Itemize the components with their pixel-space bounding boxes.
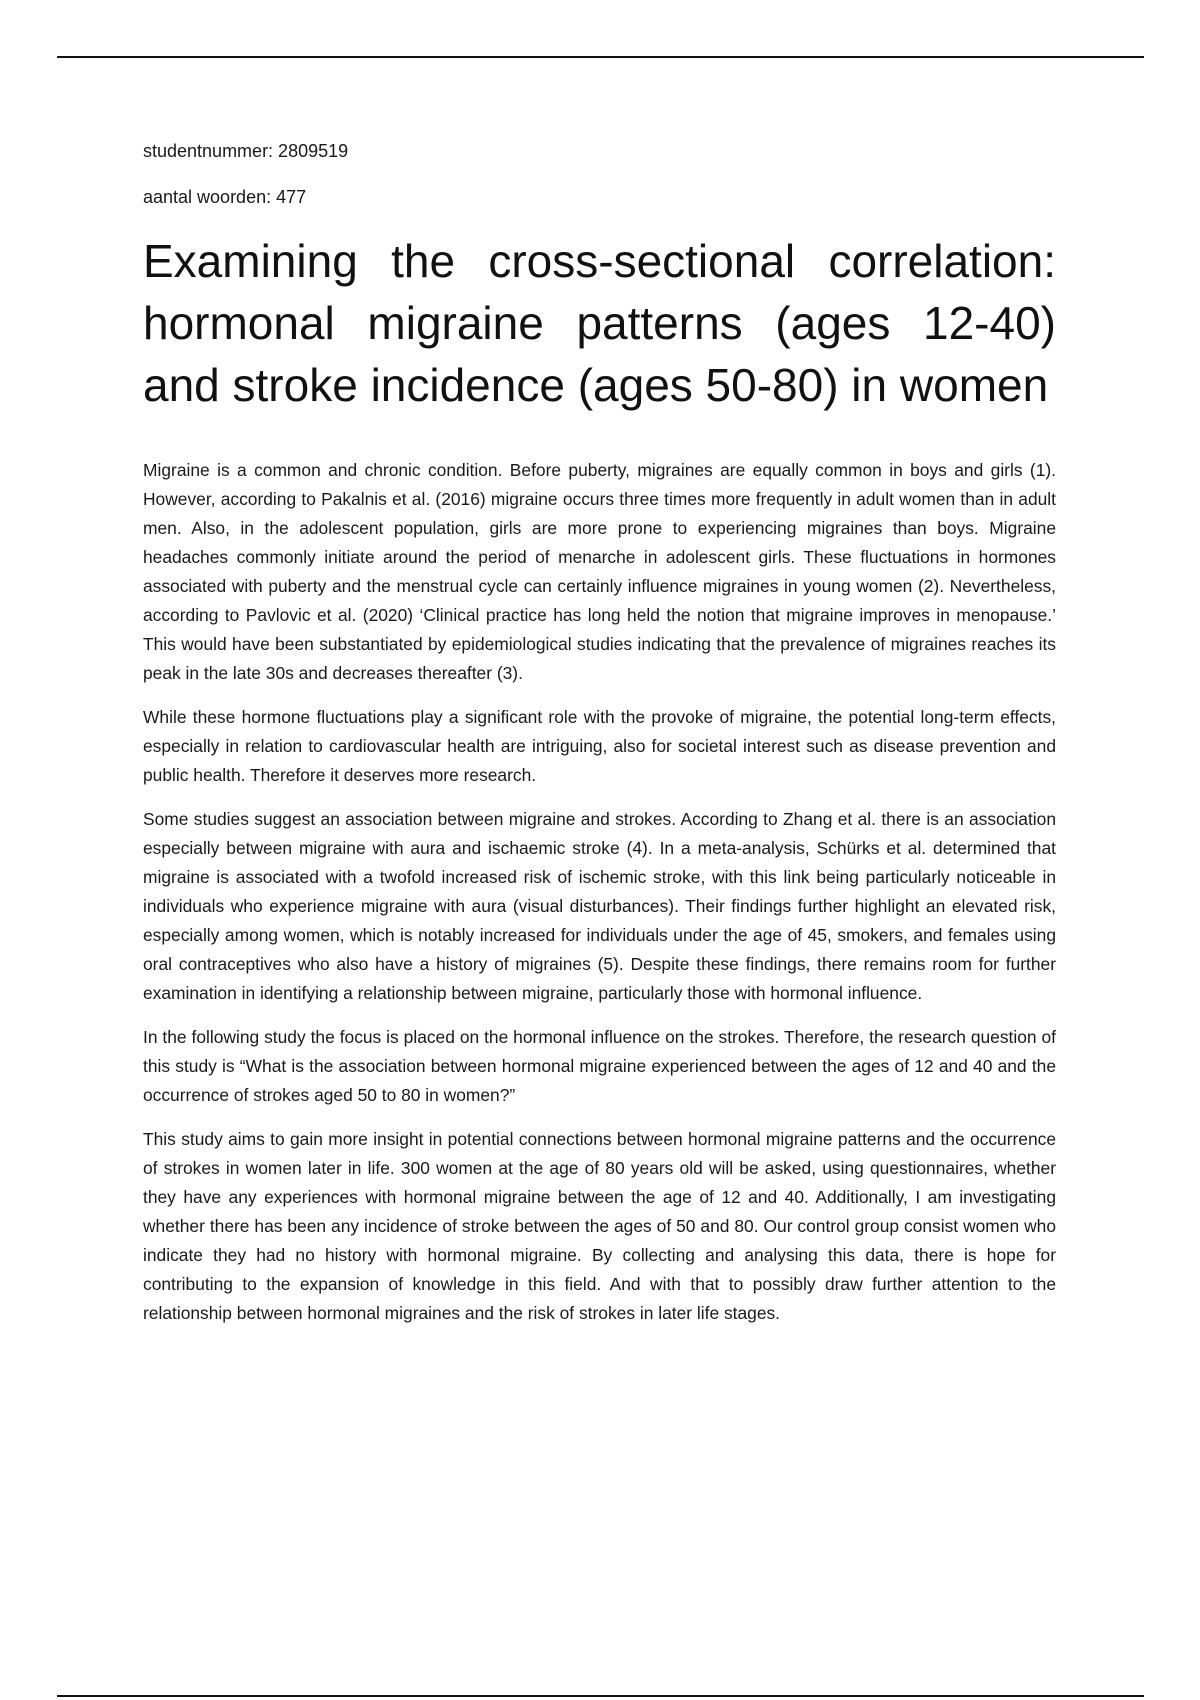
document-body: [143, 138, 1056, 1343]
paragraph-4: In the following study the focus is placed on the hormonal influence on the strokes. Therefore, the research question of this study is “What is the association between hormonal migraine experienced between the ages of 12 and 40 and the occurrence of strokes aged 50 to 80 in women?”: [143, 1027, 1056, 1105]
paragraph-1: Migraine is a common and chronic condition. Before puberty, migraines are equally common in boys and girls (1). However, according to Pakalnis et al. (2016) migraine occurs three times more frequently in adult women than in adult men. Also, in the adolescent population, girls are more prone to experiencing migraines than boys. Migraine headaches commonly initiate around the period of menarche in adolescent girls. These fluctuations in hormones associated with puberty and the menstrual cycle can certainly influence migraines in young women (2). Nevertheless, according to Pavlovic et al. (2020) ‘Clinical practice has long held the notion that migraine improves in menopause.’ This would have been substantiated by epidemiological studies indicating that the prevalence of migraines reaches its peak in the late 30s and decreases thereafter (3).: [143, 460, 1056, 683]
paragraph-5: This study aims to gain more insight in potential connections between hormonal migraine patterns and the occurrence of strokes in women later in life. 300 women at the age of 80 years old will be asked, using questionnaires, whether they have any experiences with hormonal migraine between the age of 12 and 40. Additionally, I am investigating whether there has been any incidence of stroke between the ages of 50 and 80. Our control group consist women who indicate they had no history with hormonal migraine. By collecting and analysing this data, there is hope for contributing to the expansion of knowledge in this field. And with that to possibly draw further attention to the relationship between hormonal migraines and the risk of strokes in later life stages.: [143, 1129, 1056, 1323]
paragraph-2: While these hormone fluctuations play a significant role with the provoke of migraine, the potential long-term effects, especially in relation to cardiovascular health are intriguing, also for societal interest such as disease prevention and public health. Therefore it deserves more research.: [143, 707, 1056, 785]
word-count: aantal woorden: 477: [143, 187, 307, 207]
paragraph-3: Some studies suggest an association between migraine and strokes. According to Zhang et al. there is an association especially between migraine with aura and ischaemic stroke (4). In a meta-analysis, Schürks et al. determined that migraine is associated with a twofold increased risk of ischemic stroke, with this link being particularly noticeable in individuals who experience migraine with aura (visual disturbances). Their findings further highlight an elevated risk, especially among women, which is notably increased for individuals under the age of 45, smokers, and females using oral contraceptives who also have a history of migraines (5). Despite these findings, there remains room for further examination in identifying a relationship between migraine, particularly those with hormonal influence.: [143, 809, 1056, 1003]
document-meta: [143, 138, 1056, 210]
student-number: studentnummer: 2809519: [143, 141, 349, 161]
document-title: Examining the cross-sectional correlation: hormonal migraine patterns (ages 12-40) and stroke incidence (ages 50-80) in women: [143, 235, 1056, 411]
footer-rule: [57, 1695, 1144, 1697]
header-rule: [57, 56, 1144, 58]
